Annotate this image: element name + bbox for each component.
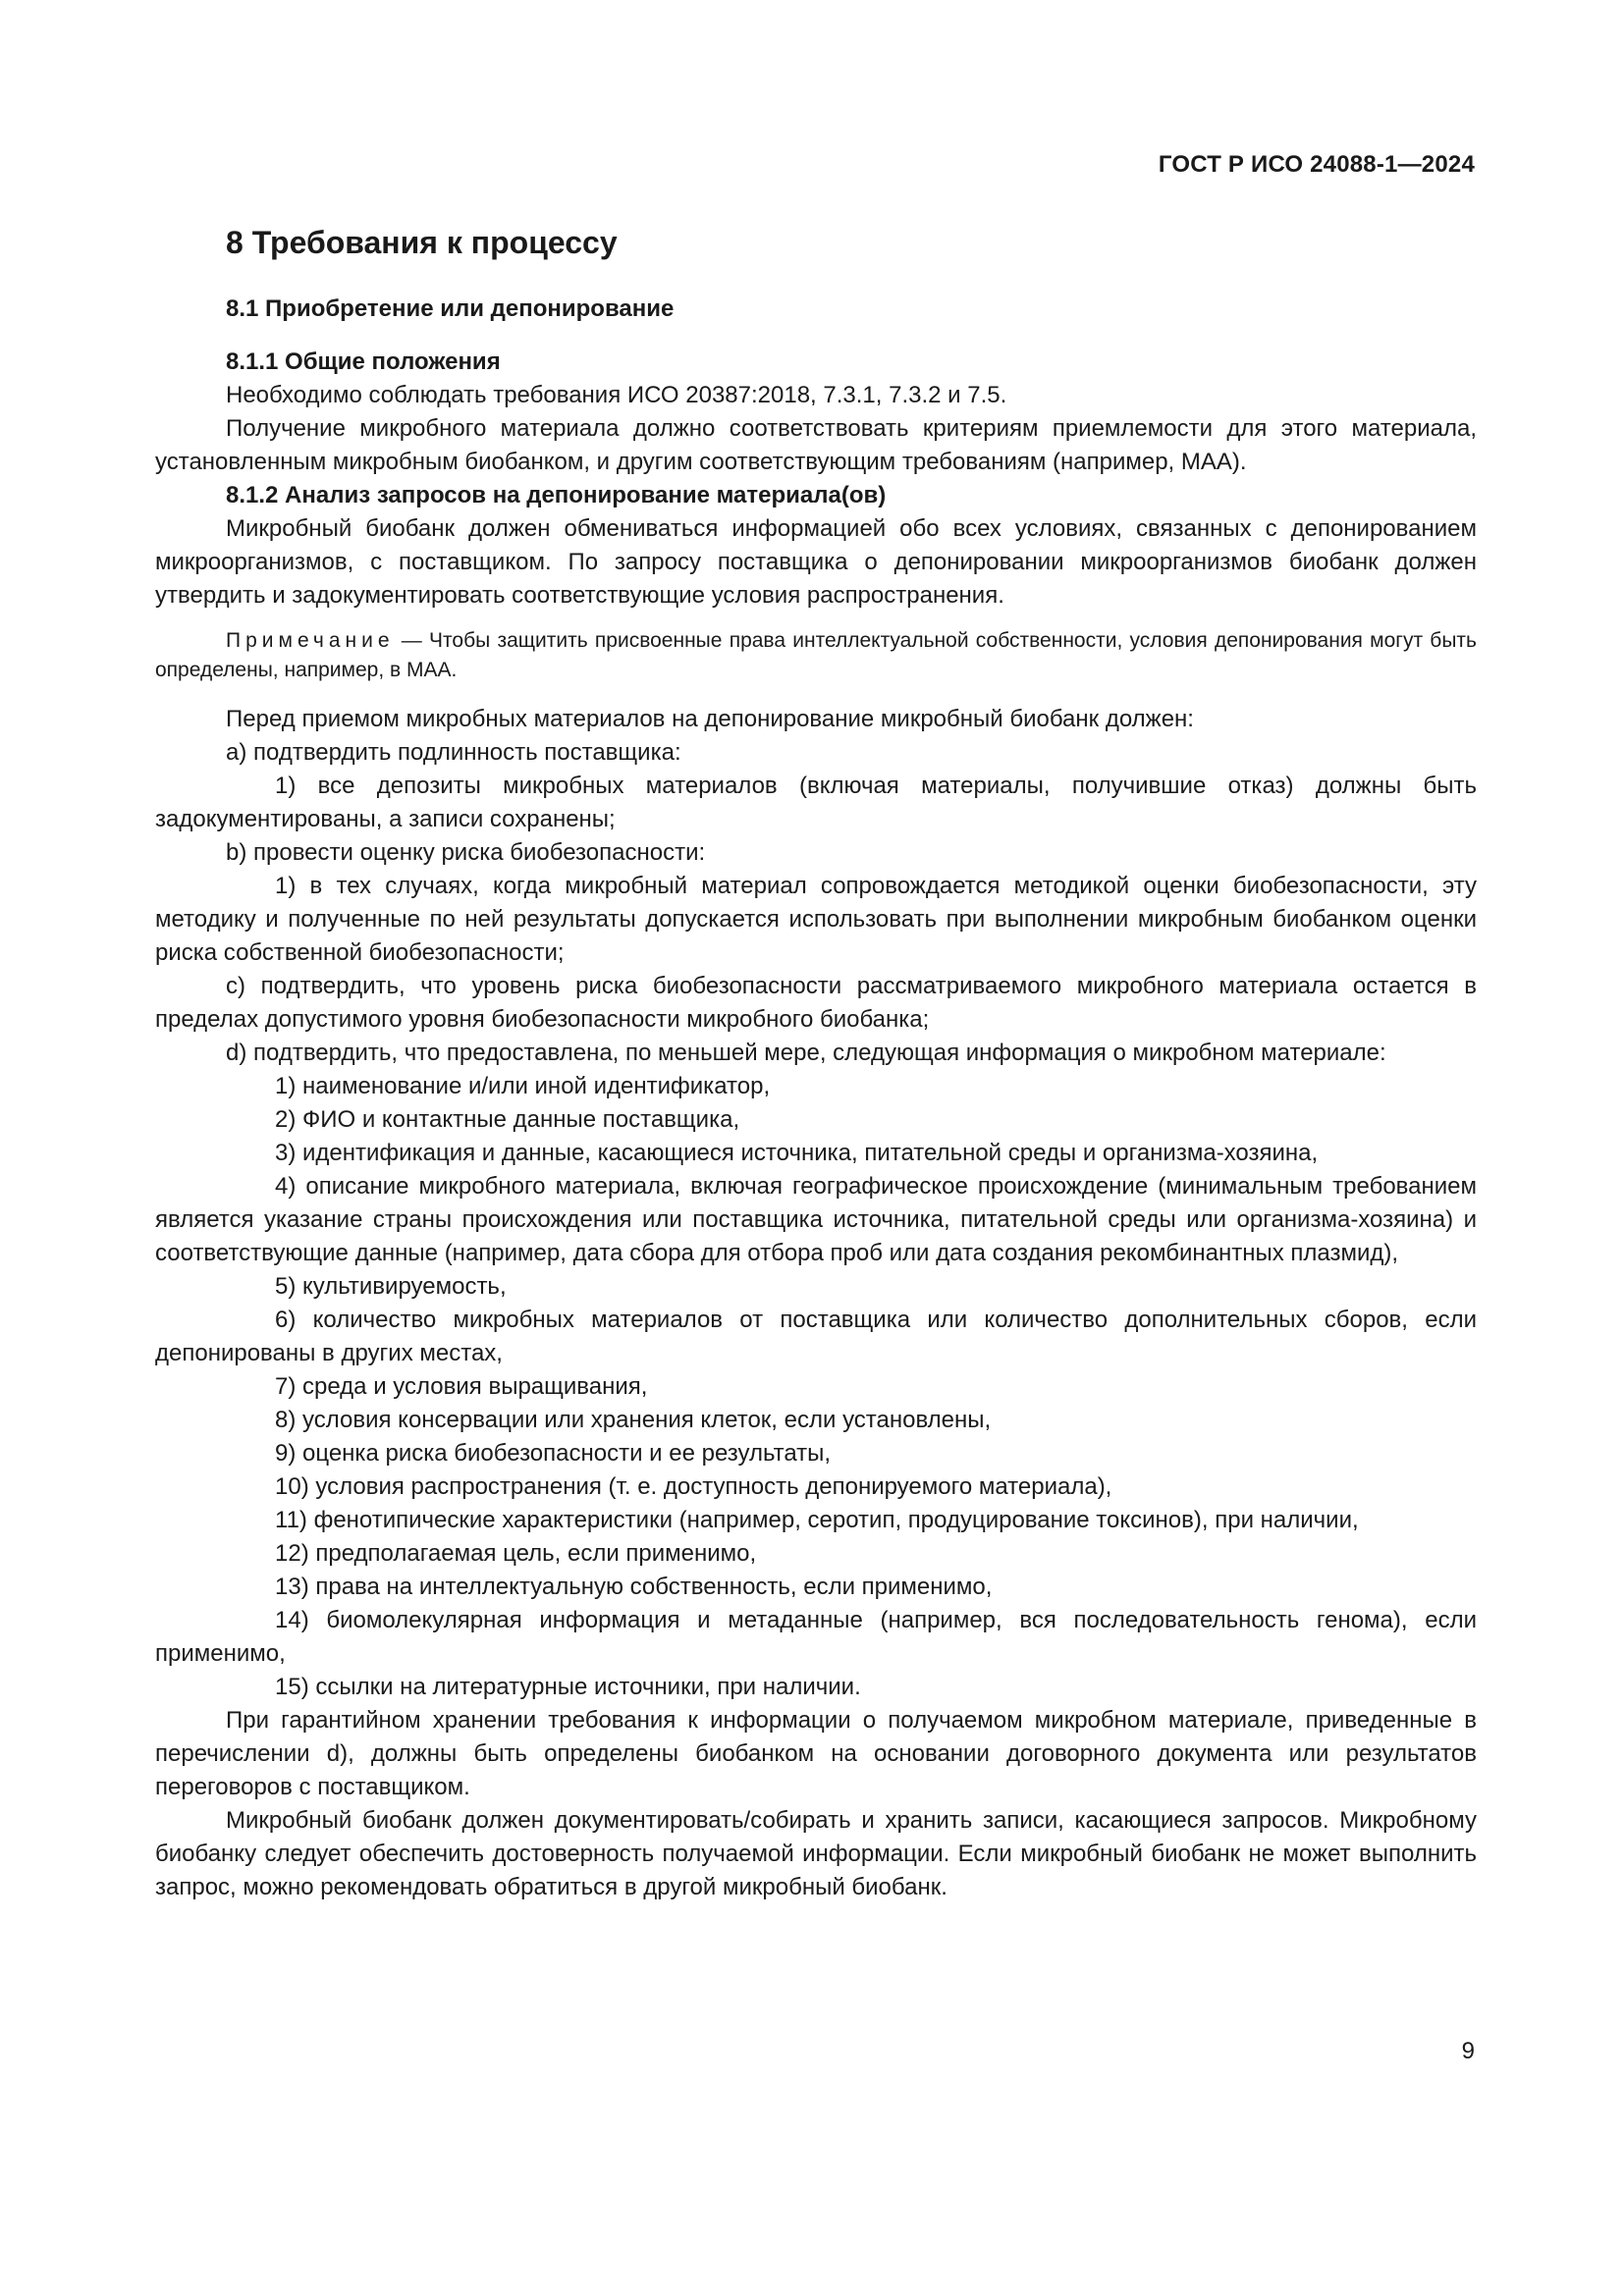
list-item-a-1: 1) все депозиты микробных материалов (включая материалы, получившие отказ) должны быть задокументированы, а записи сохранены;: [155, 773, 1477, 832]
d-item: 15) ссылки на литературные источники, при наличии.: [275, 1674, 861, 1700]
d-item: 5) культивируемость,: [275, 1273, 507, 1300]
d-item: 3) идентификация и данные, касающиеся источника, питательной среды и организма-хозяина,: [275, 1140, 1319, 1166]
clause-8-1-1-paragraph-1: Необходимо соблюдать требования ИСО 20387:2018, 7.3.1, 7.3.2 и 7.5.: [226, 382, 1007, 408]
section-title: 8 Требования к процессу: [226, 225, 618, 260]
document-code: ГОСТ Р ИСО 24088-1—2024: [1158, 151, 1475, 178]
list-item-b-1: 1) в тех случаях, когда микробный материал сопровождается методикой оценки биобезопасности, эту методику и полученные по ней результаты допускается использовать при выполнении микробным биобанком оценки риска собственной биобезопасности;: [155, 873, 1477, 966]
d-item: 1) наименование и/или иной идентификатор,: [275, 1073, 771, 1099]
list-item-b: b) провести оценку риска биобезопасности:: [226, 839, 706, 866]
d-item: 9) оценка риска биобезопасности и ее результаты,: [275, 1440, 832, 1467]
clause-8-1-2-paragraph-1: Микробный биобанк должен обмениваться информацией обо всех условиях, связанных с депонированием микроорганизмов, с поставщиком. По запросу поставщика о депонировании микроорганизмов биобанк должен утвердить и задокументировать соответствующие условия распространения.: [155, 515, 1477, 609]
paragraph-last: Микробный биобанк должен документировать/собирать и хранить записи, касающиеся запросов. Микробному биобанку следует обеспечить достоверность получаемой информации. Если микробный биобанк не может выполнить запрос, можно рекомендовать обратиться в другой микробный биобанк.: [155, 1807, 1477, 1900]
page-content: [155, 222, 1477, 1904]
paragraph-before-list: Перед приемом микробных материалов на депонирование микробный биобанк должен:: [226, 706, 1194, 732]
list-item-d: d) подтвердить, что предоставлена, по меньшей мере, следующая информация о микробном материале:: [226, 1040, 1386, 1066]
note-text: — Чтобы защитить присвоенные права интеллектуальной собственности, условия депонирования могут быть определены, например, в МАА.: [155, 629, 1477, 681]
subsection-title: 8.1 Приобретение или депонирование: [226, 295, 675, 322]
paragraph-guarantee: При гарантийном хранении требования к информации о получаемом микробном материале, приведенные в перечислении d), должны быть определены биобанком на основании договорного документа или результатов переговоров с поставщиком.: [155, 1707, 1477, 1800]
note: [155, 626, 1477, 685]
d-item: 4) описание микробного материала, включая географическое происхождение (минимальным требованием является указание страны происхождения или поставщика источника, питательной среды или организма-хозяина) и соответствующие данные (например, дата сбора для отбора проб или дата создания рекомбинантных плазмид),: [155, 1173, 1477, 1266]
clause-8-1-1-title: 8.1.1 Общие положения: [226, 348, 501, 375]
d-item: 2) ФИО и контактные данные поставщика,: [275, 1106, 740, 1133]
d-item: 7) среда и условия выращивания,: [275, 1373, 648, 1400]
clause-8-1-1-paragraph-2: Получение микробного материала должно соответствовать критериям приемлемости для этого материала, установленным микробным биобанком, и другим соответствующим требованиям (например, МАА).: [155, 415, 1477, 475]
d-item: 11) фенотипические характеристики (например, серотип, продуцирование токсинов), при наличии,: [275, 1507, 1359, 1533]
d-item: 12) предполагаемая цель, если применимо,: [275, 1540, 757, 1567]
note-label: Примечание: [226, 629, 395, 652]
d-item: 8) условия консервации или хранения клеток, если установлены,: [275, 1407, 992, 1433]
list-item-a: a) подтвердить подлинность поставщика:: [226, 739, 681, 766]
d-item: 14) биомолекулярная информация и метаданные (например, вся последовательность генома), если применимо,: [155, 1607, 1477, 1667]
page-number: 9: [1461, 2038, 1475, 2064]
list-item-c: c) подтвердить, что уровень риска биобезопасности рассматриваемого микробного материала остается в пределах допустимого уровня биобезопасности микробного биобанка;: [155, 973, 1477, 1033]
d-item: 6) количество микробных материалов от поставщика или количество дополнительных сборов, если депонированы в других местах,: [155, 1307, 1477, 1366]
clause-8-1-2-title: 8.1.2 Анализ запросов на депонирование материала(ов): [226, 482, 887, 508]
d-item: 13) права на интеллектуальную собственность, если применимо,: [275, 1574, 993, 1600]
d-item: 10) условия распространения (т. е. доступность депонируемого материала),: [275, 1473, 1112, 1500]
